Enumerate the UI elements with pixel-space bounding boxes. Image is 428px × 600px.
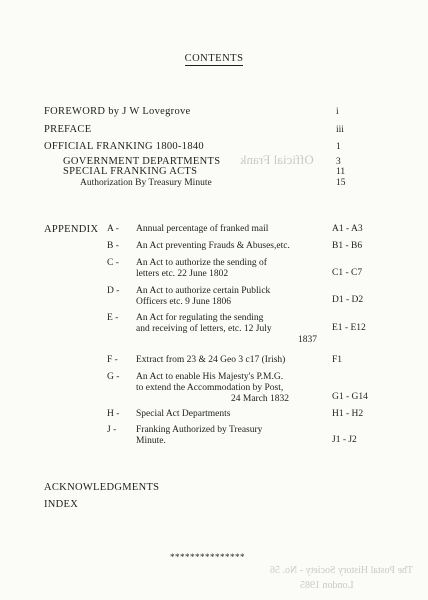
closing-stars: *************** (170, 552, 245, 562)
toc-page-treasury-minute: 15 (336, 178, 346, 188)
appendix-pages: F1 (332, 355, 343, 365)
appendix-letter: F - (107, 355, 118, 365)
appendix-title: letters etc. 22 June 1802 (136, 269, 229, 279)
appendix-pages: J1 - J2 (332, 435, 357, 445)
appendix-title: 24 March 1832 (231, 394, 290, 404)
toc-entry-government-departments: GOVERNMENT DEPARTMENTS (63, 156, 221, 167)
toc-page-official-franking: 1 (336, 142, 341, 152)
toc-page-government-departments: 3 (336, 157, 341, 167)
appendix-title: An Act for regulating the sending (136, 313, 264, 323)
appendix-pages: G1 - G14 (332, 392, 368, 402)
appendix-letter: H - (107, 409, 120, 419)
appendix-letter: E - (107, 313, 119, 323)
bleed-through-text: London 1985 (300, 580, 354, 591)
appendix-pages: B1 - B6 (332, 241, 363, 251)
appendix-pages: H1 - H2 (332, 409, 364, 419)
appendix-letter: B - (107, 241, 119, 251)
toc-entry-official-franking: OFFICIAL FRANKING 1800-1840 (44, 141, 204, 152)
toc-page-preface: iii (336, 125, 344, 135)
toc-entry-acknowledgments: ACKNOWLEDGMENTS (44, 482, 160, 493)
bleed-through-text: The Postal History Society - No. 56 (270, 565, 414, 576)
appendix-pages: D1 - D2 (332, 295, 364, 305)
appendix-title: Annual percentage of franked mail (136, 224, 269, 234)
appendix-letter: C - (107, 258, 119, 268)
appendix-letter: A - (107, 224, 119, 234)
appendix-title: and receiving of letters, etc. 12 July (136, 324, 272, 334)
appendix-letter: D - (107, 286, 120, 296)
toc-entry-foreword: FOREWORD by J W Lovegrove (44, 106, 191, 117)
appendix-title: Officers etc. 9 June 1806 (136, 297, 232, 307)
appendix-title: An Act preventing Frauds & Abuses,etc. (136, 241, 290, 251)
appendix-letter: J - (107, 425, 117, 435)
appendix-title: An Act to enable His Majesty's P.M.G. (136, 372, 284, 382)
appendix-pages: E1 - E12 (332, 323, 366, 333)
toc-entry-treasury-minute: Authorization By Treasury Minute (80, 178, 212, 188)
appendix-title: Special Act Departments (136, 409, 231, 419)
appendix-title: Minute. (136, 436, 166, 446)
toc-page-special-franking-acts: 11 (336, 167, 346, 177)
appendix-title: Extract from 23 & 24 Geo 3 c17 (Irish) (136, 355, 286, 365)
appendix-pages: C1 - C7 (332, 268, 363, 278)
bleed-through-text: Official Frank (240, 152, 314, 167)
appendix-letter: G - (107, 372, 120, 382)
toc-entry-special-franking-acts: SPECIAL FRANKING ACTS (63, 166, 198, 177)
appendix-title: An Act to authorize certain Publick (136, 286, 271, 296)
page-title: CONTENTS (184, 53, 244, 64)
toc-entry-index: INDEX (44, 499, 79, 510)
appendix-title: to extend the Accommodation by Post, (136, 383, 284, 393)
appendix-title: 1837 (298, 335, 317, 345)
toc-entry-preface: PREFACE (44, 124, 92, 135)
appendix-title: Franking Authorized by Treasury (136, 425, 263, 435)
appendix-heading: APPENDIX (44, 224, 99, 235)
appendix-pages: A1 - A3 (332, 224, 363, 234)
toc-page-foreword: i (336, 107, 339, 117)
appendix-title: An Act to authorize the sending of (136, 258, 267, 268)
